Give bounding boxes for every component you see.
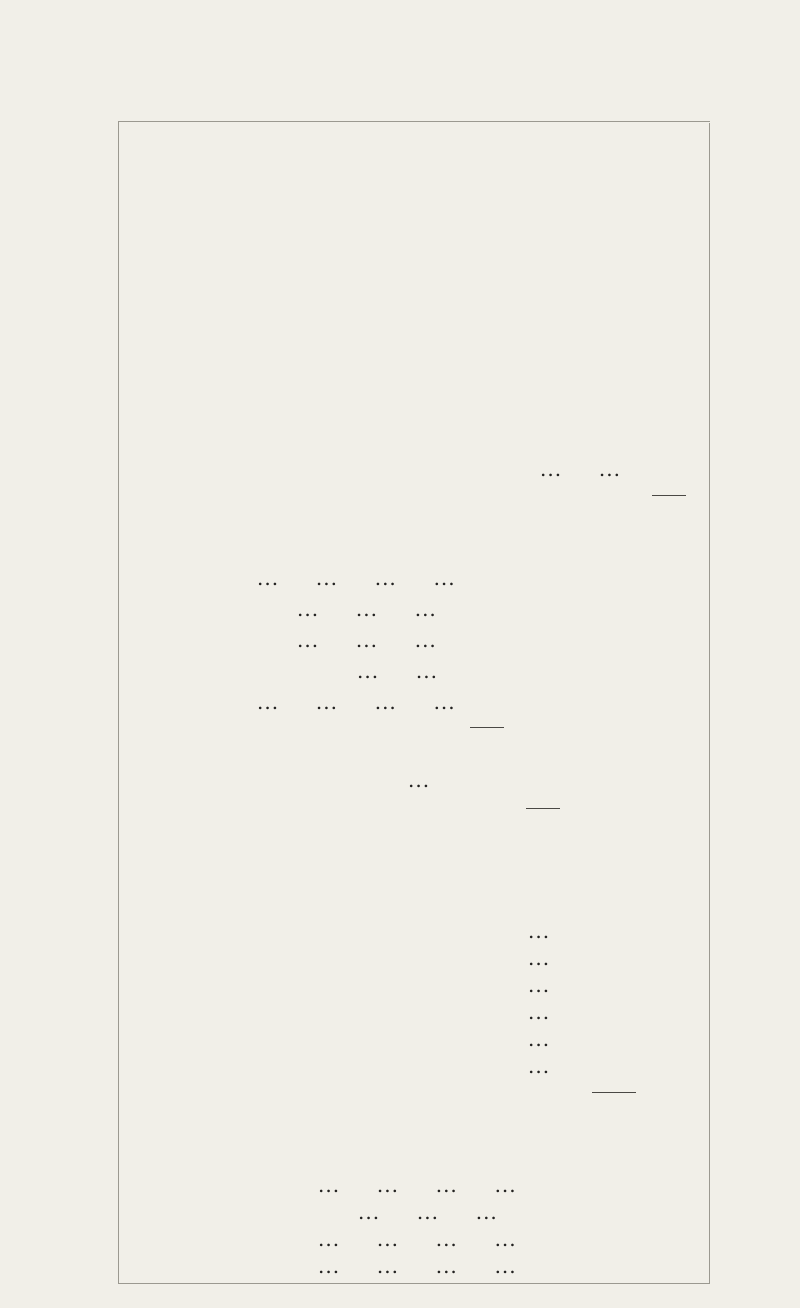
- leader-dots: ... ...: [357, 659, 438, 683]
- leader-dots: ...: [528, 919, 551, 943]
- leader-dots: ... ... ...: [297, 597, 437, 621]
- leader-dots: ...: [528, 1054, 551, 1078]
- leader-dots: ... ... ... ...: [318, 1173, 517, 1197]
- leader-dots: ... ... ... ...: [318, 1254, 517, 1278]
- leader-dots: ...: [528, 1000, 551, 1024]
- leader-dots: ... ... ... ...: [257, 690, 456, 714]
- page-border-top: [118, 121, 710, 122]
- leader-dots: ...: [528, 946, 551, 970]
- sum-rule: [526, 808, 560, 809]
- leader-dots: ... ... ... ...: [257, 566, 456, 590]
- sum-rule: [592, 1092, 636, 1093]
- leader-dots: ...: [528, 1027, 551, 1051]
- leader-dots: ... ... ... ...: [318, 1227, 517, 1251]
- sum-rule: [470, 727, 504, 728]
- leader-dots: ...: [528, 973, 551, 997]
- leader-dots: ... ...: [540, 457, 621, 481]
- leader-dots: ...: [408, 768, 431, 792]
- sum-rule: [652, 495, 686, 496]
- page-border-right: [709, 123, 710, 1283]
- page-border-bottom: [118, 1283, 710, 1284]
- page-border-left: [118, 121, 119, 1284]
- leader-dots: ... ... ...: [297, 628, 437, 652]
- leader-dots: ... ... ...: [358, 1200, 498, 1224]
